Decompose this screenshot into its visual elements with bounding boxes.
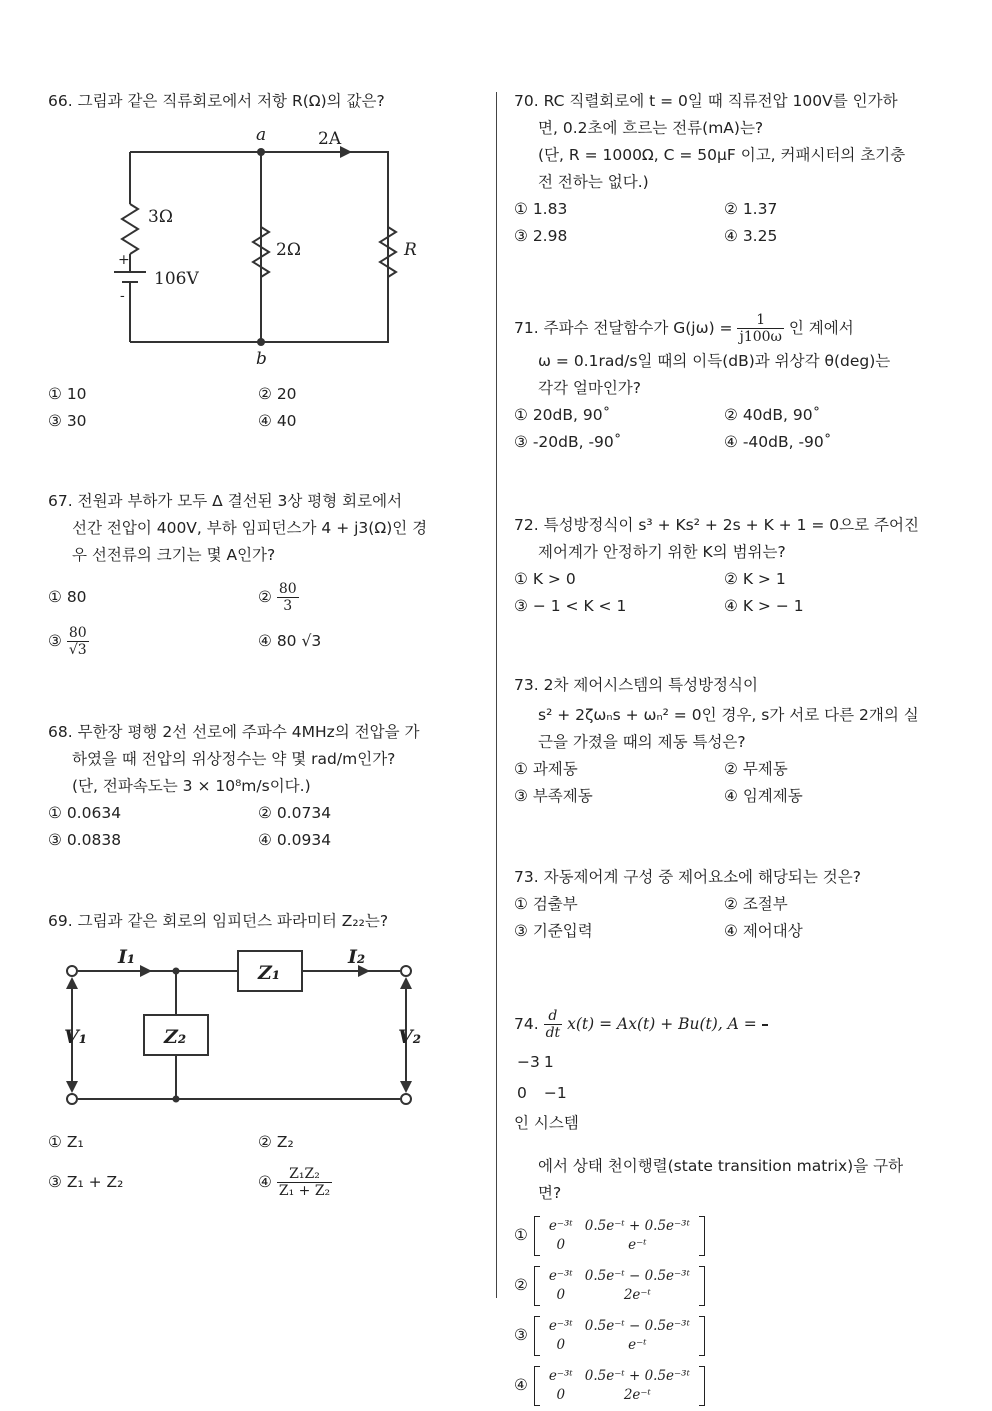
question-73b — [514, 864, 946, 945]
question-71-post: 인 계에서 — [788, 319, 854, 337]
option-4[interactable]: ④ 80 √3 — [258, 632, 322, 650]
question-74-number: 74. — [514, 1015, 539, 1033]
question-73a-line2: s² + 2ζωₙs + ωₙ² = 0인 경우, s가 서로 다른 2개의 실 — [538, 706, 919, 724]
option-1[interactable]: ① 80 — [48, 588, 87, 606]
question-66-number: 66. — [48, 92, 73, 110]
fraction — [277, 581, 299, 614]
question-66-text: 그림과 같은 직류회로에서 저항 R(Ω)의 값은? — [77, 92, 385, 110]
question-67-stem — [48, 488, 480, 515]
option-3-mark: ③ — [48, 632, 62, 650]
question-73a — [514, 672, 946, 810]
option-2-mark: ② — [258, 588, 272, 606]
question-66 — [48, 88, 480, 115]
question-71-line2: ω = 0.1rad/s일 때의 이득(dB)과 위상각 θ(deg)는 — [538, 352, 891, 370]
matrix-cell: 2e⁻ᵗ — [623, 1286, 651, 1303]
circuit-minus-label: - — [120, 288, 125, 304]
question-73a-line1: 2차 제어시스템의 특성방정식이 — [543, 676, 758, 694]
option-3-matrix — [534, 1316, 705, 1356]
option-4[interactable]: ④ 0.0934 — [258, 831, 332, 849]
question-73b-stem — [514, 864, 946, 891]
circuit-node-b-label: b — [256, 349, 267, 369]
option-3[interactable]: ③ Z₁ + Z₂ — [48, 1173, 124, 1191]
option-1[interactable]: ① K > 0 — [514, 570, 576, 588]
option-4[interactable]: ④ K > − 1 — [724, 597, 804, 615]
matrix-cell: 0.5e⁻ᵗ − 0.5e⁻³ᵗ — [584, 1267, 690, 1284]
matrix-cell: 0 — [556, 1286, 566, 1303]
option-2-mark: ② — [514, 1276, 528, 1294]
option-4[interactable] — [514, 1361, 946, 1411]
column-divider — [496, 92, 497, 1298]
option-1[interactable]: ① 과제동 — [514, 760, 578, 778]
option-3[interactable]: ③ 부족제동 — [514, 787, 593, 805]
numerator: 80 — [68, 625, 87, 641]
state-equation: x(t) = Ax(t) + Bu(t), A = — [567, 1015, 757, 1033]
transfer-function-fraction — [737, 312, 783, 345]
circuit-source-label: 106V — [154, 269, 199, 289]
question-71 — [514, 308, 946, 456]
question-68-line3: (단, 전파속도는 3 × 10⁸m/s이다.) — [72, 777, 311, 795]
question-68-line1: 무한장 평행 2선 선로에 주파수 4MHz의 전압을 가 — [77, 723, 420, 741]
option-4[interactable]: ④ 제어대상 — [724, 922, 803, 940]
numerator: Z₁Z₂ — [277, 1166, 332, 1183]
question-70-line1: RC 직렬회로에 t = 0일 때 직류전압 100V를 인가하 — [543, 92, 898, 110]
current-i1-label: I₁ — [118, 946, 136, 968]
option-2[interactable] — [514, 1261, 946, 1311]
matrix-cell: 0.5e⁻ᵗ + 0.5e⁻³ᵗ — [584, 1367, 690, 1384]
question-69-text: 그림과 같은 회로의 임피던스 파라미터 Z₂₂는? — [77, 912, 389, 930]
circuit-resistor-3ohm-label: 3Ω — [148, 207, 173, 227]
denominator: √3 — [68, 642, 87, 658]
question-74-stem — [514, 1002, 946, 1046]
option-3[interactable] — [514, 1311, 946, 1361]
option-2[interactable]: ② K > 1 — [724, 570, 786, 588]
question-74-post: 인 시스템 — [514, 1114, 579, 1132]
question-72-stem — [514, 512, 946, 539]
option-4[interactable]: ④ 40 — [258, 412, 297, 430]
option-1[interactable]: ① 1.83 — [514, 200, 568, 218]
question-70-line4: 전 전하는 없다.) — [538, 173, 649, 191]
option-2[interactable] — [258, 577, 468, 617]
question-70-number: 70. — [514, 92, 539, 110]
question-70-line3: (단, R = 1000Ω, C = 50μF 이고, 커패시터의 초기충 — [538, 146, 906, 164]
question-73b-number: 73. — [514, 868, 539, 886]
matrix-cell: e⁻ᵗ — [628, 1336, 647, 1353]
option-2-matrix — [534, 1266, 705, 1306]
option-3-mark: ③ — [514, 1326, 528, 1344]
question-69-options — [48, 1126, 480, 1206]
numerator: d — [544, 1008, 563, 1025]
question-71-line3: 각각 얼마인가? — [538, 379, 641, 397]
derivative-fraction — [544, 1008, 563, 1041]
circuit-resistor-2ohm-label: 2Ω — [276, 240, 301, 260]
denominator: Z₁ + Z₂ — [278, 1183, 331, 1199]
question-69 — [48, 908, 480, 935]
question-68-number: 68. — [48, 723, 73, 741]
option-2[interactable]: ② 1.37 — [724, 200, 778, 218]
question-67 — [48, 488, 480, 665]
question-66-circuit-diagram — [118, 122, 446, 372]
question-70-line2: 면, 0.2초에 흐르는 전류(mA)는? — [538, 119, 764, 137]
option-4[interactable]: ④ -40dB, -90˚ — [724, 433, 832, 451]
fraction — [277, 1166, 332, 1199]
matrix-cell: 0 — [517, 1084, 527, 1102]
option-3[interactable]: ③ 2.98 — [514, 227, 568, 245]
matrix-cell: e⁻³ᵗ — [548, 1317, 573, 1334]
matrix-cell: 0 — [556, 1386, 566, 1403]
voltage-v2-label: V₂ — [398, 1026, 422, 1048]
question-69-two-port-diagram — [62, 945, 422, 1115]
matrix-cell: e⁻ᵗ — [628, 1236, 647, 1253]
question-67-line2: 선간 전압이 400V, 부하 임피던스가 4 + j3(Ω)인 경 — [72, 519, 428, 537]
option-1[interactable] — [514, 1211, 946, 1261]
option-2[interactable]: ② 40dB, 90˚ — [724, 406, 821, 424]
impedance-z2-label: Z₂ — [164, 1026, 187, 1048]
numerator: 1 — [737, 312, 783, 329]
current-i2-label: I₂ — [348, 946, 366, 968]
question-72-line2: 제어계가 안정하기 위한 K의 범위는? — [538, 543, 786, 561]
option-3[interactable] — [48, 617, 258, 665]
option-1[interactable]: ① 0.0634 — [48, 804, 122, 822]
question-68-stem — [48, 719, 480, 746]
question-67-line1: 전원과 부하가 모두 Δ 결선된 3상 평형 회로에서 — [77, 492, 403, 510]
option-2[interactable]: ② Z₂ — [258, 1133, 294, 1151]
matrix-cell: 0 — [556, 1336, 566, 1353]
option-1-mark: ① — [514, 1226, 528, 1244]
question-70 — [514, 88, 946, 250]
option-4[interactable]: ④ 임계제동 — [724, 787, 803, 805]
matrix-cell: 2e⁻ᵗ — [623, 1386, 651, 1403]
matrix-cell: 0 — [556, 1236, 566, 1253]
question-70-stem — [514, 88, 946, 115]
denominator: 3 — [283, 598, 293, 614]
question-69-stem — [48, 908, 480, 935]
matrix-cell: e⁻³ᵗ — [548, 1367, 573, 1384]
matrix-a — [762, 1024, 768, 1026]
question-71-pre: 주파수 전달함수가 G(jω) = — [543, 319, 733, 337]
option-3[interactable]: ③ 기준입력 — [514, 922, 593, 940]
impedance-z1-label: Z₁ — [258, 962, 281, 984]
question-74 — [514, 1002, 946, 1411]
option-2[interactable]: ② 20 — [258, 385, 297, 403]
option-2[interactable]: ② 조절부 — [724, 895, 788, 913]
question-72 — [514, 512, 946, 620]
question-73b-text: 자동제어계 구성 중 제어요소에 해당되는 것은? — [543, 868, 861, 886]
circuit-resistor-r-label: R — [404, 240, 417, 260]
option-4-matrix — [534, 1366, 705, 1406]
option-3[interactable]: ③ 30 — [48, 412, 87, 430]
question-72-line1: 특성방정식이 s³ + Ks² + 2s + K + 1 = 0으로 주어진 — [543, 516, 919, 534]
option-1[interactable]: ① 10 — [48, 385, 87, 403]
option-3[interactable]: ③ -20dB, -90˚ — [514, 433, 622, 451]
question-74-options — [514, 1211, 946, 1411]
option-2[interactable]: ② 0.0734 — [258, 804, 332, 822]
circuit-node-a-label: a — [256, 125, 267, 145]
question-74-line3: 면? — [538, 1183, 562, 1202]
question-69-number: 69. — [48, 912, 73, 930]
question-66-options — [48, 381, 480, 435]
matrix-cell: −3 — [517, 1053, 540, 1071]
question-68 — [48, 719, 480, 854]
option-2[interactable]: ② 무제동 — [724, 760, 788, 778]
question-73a-number: 73. — [514, 676, 539, 694]
matrix-cell: e⁻³ᵗ — [548, 1267, 573, 1284]
question-72-number: 72. — [514, 516, 539, 534]
question-71-number: 71. — [514, 319, 539, 337]
voltage-v1-label: V₁ — [64, 1026, 88, 1048]
denominator: dt — [545, 1025, 561, 1041]
question-73a-line3: 근을 가졌을 때의 제동 특성은? — [538, 733, 746, 751]
circuit-current-label: 2A — [318, 129, 342, 149]
option-1[interactable]: ① 20dB, 90˚ — [514, 406, 611, 424]
fraction — [67, 625, 89, 658]
question-67-number: 67. — [48, 492, 73, 510]
option-4[interactable]: ④ 3.25 — [724, 227, 778, 245]
option-3[interactable]: ③ − 1 < K < 1 — [514, 597, 627, 615]
option-1[interactable]: ① Z₁ — [48, 1133, 84, 1151]
matrix-cell: 1 — [543, 1053, 554, 1071]
question-66-stem — [48, 88, 480, 115]
option-4-mark: ④ — [258, 1173, 272, 1191]
question-73a-stem — [514, 672, 946, 699]
option-1-matrix — [534, 1216, 705, 1256]
option-3[interactable]: ③ 0.0838 — [48, 831, 122, 849]
option-1[interactable]: ① 검출부 — [514, 895, 578, 913]
matrix-cell: 0.5e⁻ᵗ + 0.5e⁻³ᵗ — [584, 1217, 690, 1234]
option-4[interactable] — [258, 1158, 468, 1206]
numerator: 80 — [278, 581, 297, 597]
question-67-line3: 우 선전류의 크기는 몇 A인가? — [72, 546, 276, 564]
question-68-line2: 하였을 때 전압의 위상정수는 약 몇 rad/m인가? — [72, 750, 396, 768]
matrix-cell: e⁻³ᵗ — [548, 1217, 573, 1234]
option-4-mark: ④ — [514, 1376, 528, 1394]
circuit-plus-label: + — [118, 252, 130, 268]
question-74-line2: 에서 상태 천이행렬(state transition matrix)을 구하 — [538, 1156, 904, 1175]
question-71-stem — [514, 308, 946, 348]
matrix-cell: 0.5e⁻ᵗ − 0.5e⁻³ᵗ — [584, 1317, 690, 1334]
matrix-cell: −1 — [543, 1084, 567, 1102]
denominator: j100ω — [739, 329, 782, 345]
